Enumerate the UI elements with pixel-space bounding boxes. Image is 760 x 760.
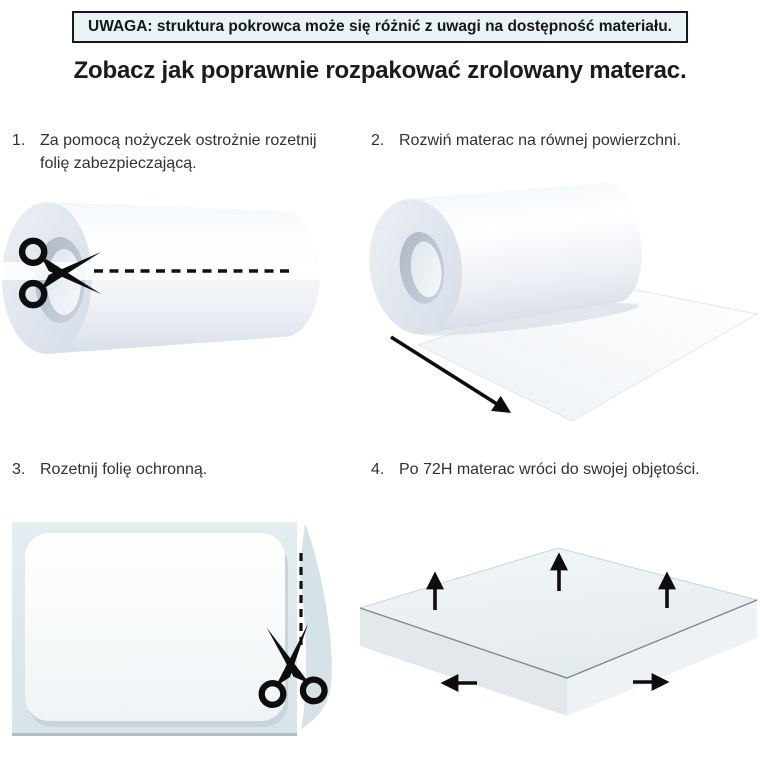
notice-text: UWAGA: struktura pokrowca może się różnić z uwagi na dostępność materiału.	[88, 18, 672, 35]
step-1-text: Za pomocą nożyczek ostrożnie rozetnij folię zabezpieczającą.	[40, 132, 317, 172]
notice-banner	[72, 11, 688, 43]
mattress-flat	[25, 533, 285, 721]
step-3-text: Rozetnij folię ochronną.	[40, 461, 208, 478]
step-1-label	[12, 130, 332, 175]
page-title: Zobacz jak poprawnie rozpakować zrolowany materac.	[73, 57, 687, 84]
step-3-number: 3.	[12, 461, 26, 478]
step-1-illustration	[0, 185, 330, 425]
step-4-text: Po 72H materac wróci do swojej objętości.	[399, 461, 700, 478]
step-2-text: Rozwiń materac na równej powierzchni.	[399, 132, 681, 149]
step-4-illustration	[360, 530, 760, 760]
step-3-illustration	[5, 515, 335, 760]
step-4-number: 4.	[371, 461, 385, 478]
step-2-number: 2.	[371, 132, 385, 149]
step-3-label	[12, 459, 342, 482]
step-4-label	[371, 459, 757, 482]
step-1-number: 1.	[12, 132, 26, 149]
step-2-illustration	[360, 165, 760, 435]
step-2-label	[371, 130, 757, 153]
